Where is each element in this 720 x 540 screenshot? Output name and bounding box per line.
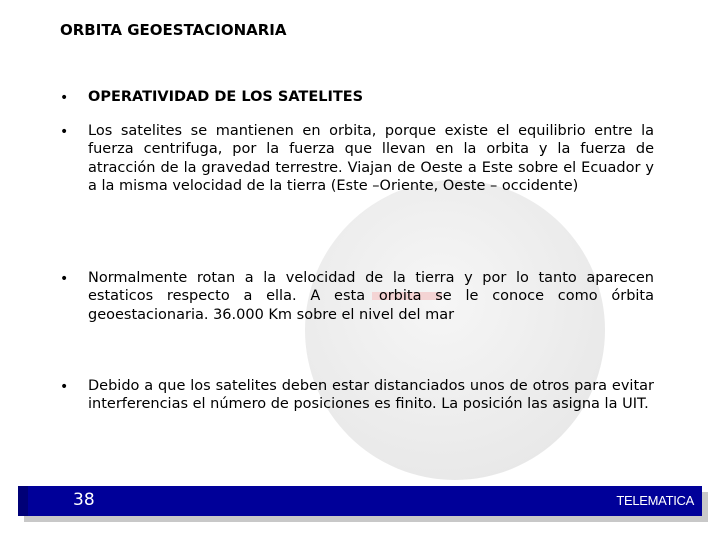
bullet-item-rotacion bbox=[60, 269, 654, 324]
footer-bar bbox=[18, 486, 702, 516]
bullet-marker: • bbox=[60, 90, 69, 106]
bullet-item-equilibrio bbox=[60, 122, 654, 195]
background-globe-watermark bbox=[305, 180, 605, 480]
footer-label: TELEMATICA bbox=[616, 493, 694, 508]
footer-bar-accent bbox=[18, 486, 28, 516]
bullet-item-operatividad bbox=[60, 88, 654, 107]
page-number: 38 bbox=[73, 490, 95, 510]
bullet-marker: • bbox=[60, 124, 69, 140]
bullet-text-rotacion: Normalmente rotan a la velocidad de la tierra y por lo tanto aparecen estaticos respecto a ella. A esta orbita se le conoce como órbita geoestacionaria. 36.000 Km sobre el nivel del mar bbox=[88, 270, 654, 323]
bullet-marker: • bbox=[60, 379, 69, 395]
bullet-text-equilibrio: Los satelites se mantienen en orbita, porque existe el equilibrio entre la fuerza centrifuga, por la fuerza que llevan en la orbita y la fuerza de atracción de la gravedad terrestre. Viajan de Oeste a Este sobre el Ecuador y a la misma velocidad de la tierra (Este –Oriente, Oeste – occidente) bbox=[88, 123, 654, 194]
bullet-text-posiciones: Debido a que los satelites deben estar distanciados unos de otros para evitar interferencias el número de posiciones es finito. La posición las asigna la UIT. bbox=[88, 378, 654, 413]
bullet-marker: • bbox=[60, 271, 69, 287]
slide-title: ORBITA GEOESTACIONARIA bbox=[60, 21, 287, 39]
bullet-text-heading: OPERATIVIDAD DE LOS SATELITES bbox=[88, 89, 364, 105]
bullet-item-posiciones bbox=[60, 377, 654, 414]
